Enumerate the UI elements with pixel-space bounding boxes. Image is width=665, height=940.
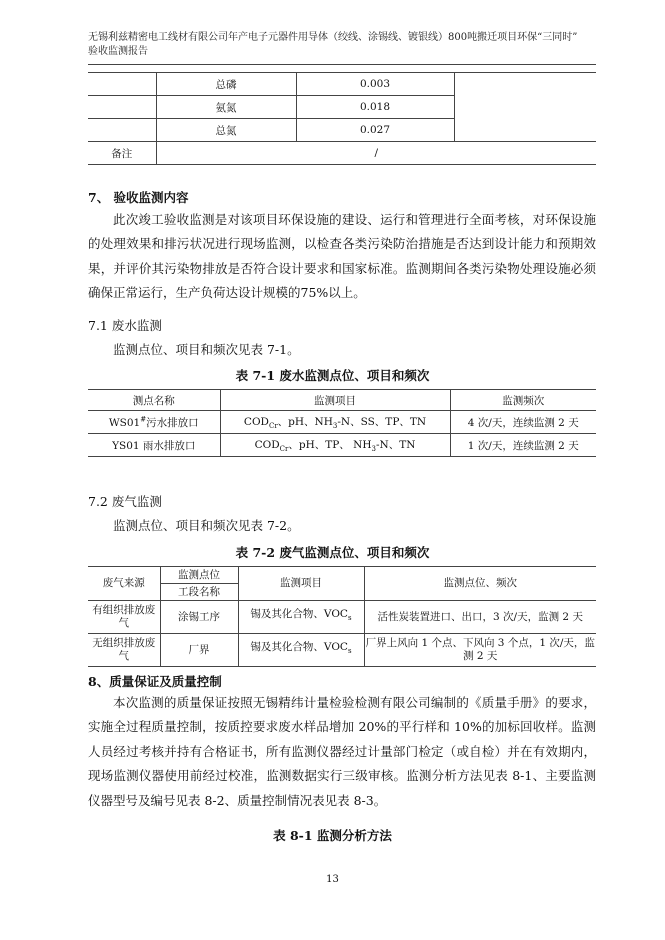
column-header: 监测项目: [238, 567, 364, 601]
header-rule: [88, 64, 596, 65]
table-header-row: [88, 390, 596, 411]
process-section: 厂界: [160, 634, 238, 667]
table-cell: 总氮: [156, 119, 296, 142]
monitoring-point: WS01#污水排放口: [88, 411, 220, 434]
section-8-paragraph: 本次监测的质量保证按照无锡精纬计量检验检测有限公司编制的《质量手册》的要求，实施全过程质量控制，按质控要求废水样品增加 20%的平行样和 10%的加标回收样。监测人员经过考核并持有合格证书，所有监测仪器经过计量部门检定（或自检）并在有效期内，现场监测仪器使用前经过校准，监测数据实行三级审核。监测分析方法见表 8-1、主要监测仪器型号及编号见表 8-2、质量控制情况表见表 8-3。: [88, 695, 596, 808]
column-header: 测点名称: [88, 390, 220, 411]
monitoring-frequency: 厂界上风向 1 个点、下风向 3 个点，1 次/天，监测 2 天: [364, 634, 596, 667]
column-header: 监测点位、频次: [364, 567, 596, 601]
monitoring-items: 锡及其化合物、$VOC_s$: [238, 634, 364, 667]
monitoring-items: $COD_{Cr}$、pH、$NH_3-N$、SS、TP、TN: [220, 411, 450, 434]
column-header: 监测频次: [450, 390, 596, 411]
table-row: [88, 434, 596, 457]
table-cell: 0.027: [296, 119, 454, 142]
subsection-7-2-title: 7.2 废气监测: [88, 494, 162, 509]
header-line-2: 验收监测报告: [88, 46, 148, 57]
table-cell: 氨氮: [156, 96, 296, 119]
page-header: [88, 31, 588, 59]
table-row: [88, 601, 596, 634]
table-7-2: [88, 566, 596, 667]
column-header: 工段名称: [160, 584, 238, 601]
monitoring-items: $COD_{Cr}$、pH、TP、 $NH_3-N$、TN: [220, 434, 450, 457]
subsection-7-2-text: 监测点位、项目和频次见表 7-2。: [113, 518, 300, 533]
emission-source: 有组织排放废气: [88, 601, 160, 634]
table-7-1-caption: 表 7-1 废水监测点位、项目和频次: [235, 368, 430, 383]
section-7-paragraph: 此次竣工验收监测是对该项目环保设施的建设、运行和管理进行全面考核，对环保设施的处理效果和排污状况进行现场监测，以检查各类污染防治措施是否达到设计能力和预期效果，并评价其污染物排放是否符合设计要求和国家标准。监测期间各类污染物处理设施必须确保正常运行，生产负荷达设计规模的75%以上。: [88, 212, 596, 301]
table-cell: 0.003: [296, 73, 454, 96]
table-row: [88, 73, 596, 96]
table-7-1: [88, 389, 596, 457]
table-7-2-caption: 表 7-2 废气监测点位、项目和频次: [235, 545, 430, 560]
table-cell: 0.018: [296, 96, 454, 119]
column-header: 监测点位: [160, 567, 238, 584]
monitoring-frequency: 1 次/天，连续监测 2 天: [450, 434, 596, 457]
subsection-7-1-text: 监测点位、项目和频次见表 7-1。: [113, 342, 300, 357]
column-header: 废气来源: [88, 567, 160, 601]
remark-value: /: [156, 142, 596, 165]
monitoring-point: YS01 雨水排放口: [88, 434, 220, 457]
remark-label: 备注: [88, 142, 156, 165]
top-results-table: [88, 72, 596, 165]
section-8-heading: 8、质量保证及质量控制: [88, 674, 222, 689]
table-8-1-caption: 表 8-1 监测分析方法: [273, 828, 392, 843]
page-number: 13: [326, 874, 339, 885]
monitoring-items: 锡及其化合物、$VOC_s$: [238, 601, 364, 634]
process-section: 涂锡工序: [160, 601, 238, 634]
column-header: 监测项目: [220, 390, 450, 411]
subsection-7-1-title: 7.1 废水监测: [88, 318, 162, 333]
header-line-1: 无锡利兹精密电工线材有限公司年产电子元器件用导体（绞线、涂锡线、镀银线）800吨搬迁项目环保“三同时”: [88, 32, 578, 43]
monitoring-frequency: 活性炭装置进口、出口，3 次/天，监测 2 天: [364, 601, 596, 634]
table-row: [88, 634, 596, 667]
section-7-heading: 7、 验收监测内容: [88, 190, 189, 205]
table-row: [88, 411, 596, 434]
table-cell: 总磷: [156, 73, 296, 96]
table-header-row: [88, 567, 596, 584]
emission-source: 无组织排放废气: [88, 634, 160, 667]
monitoring-frequency: 4 次/天，连续监测 2 天: [450, 411, 596, 434]
table-row: [88, 142, 596, 165]
